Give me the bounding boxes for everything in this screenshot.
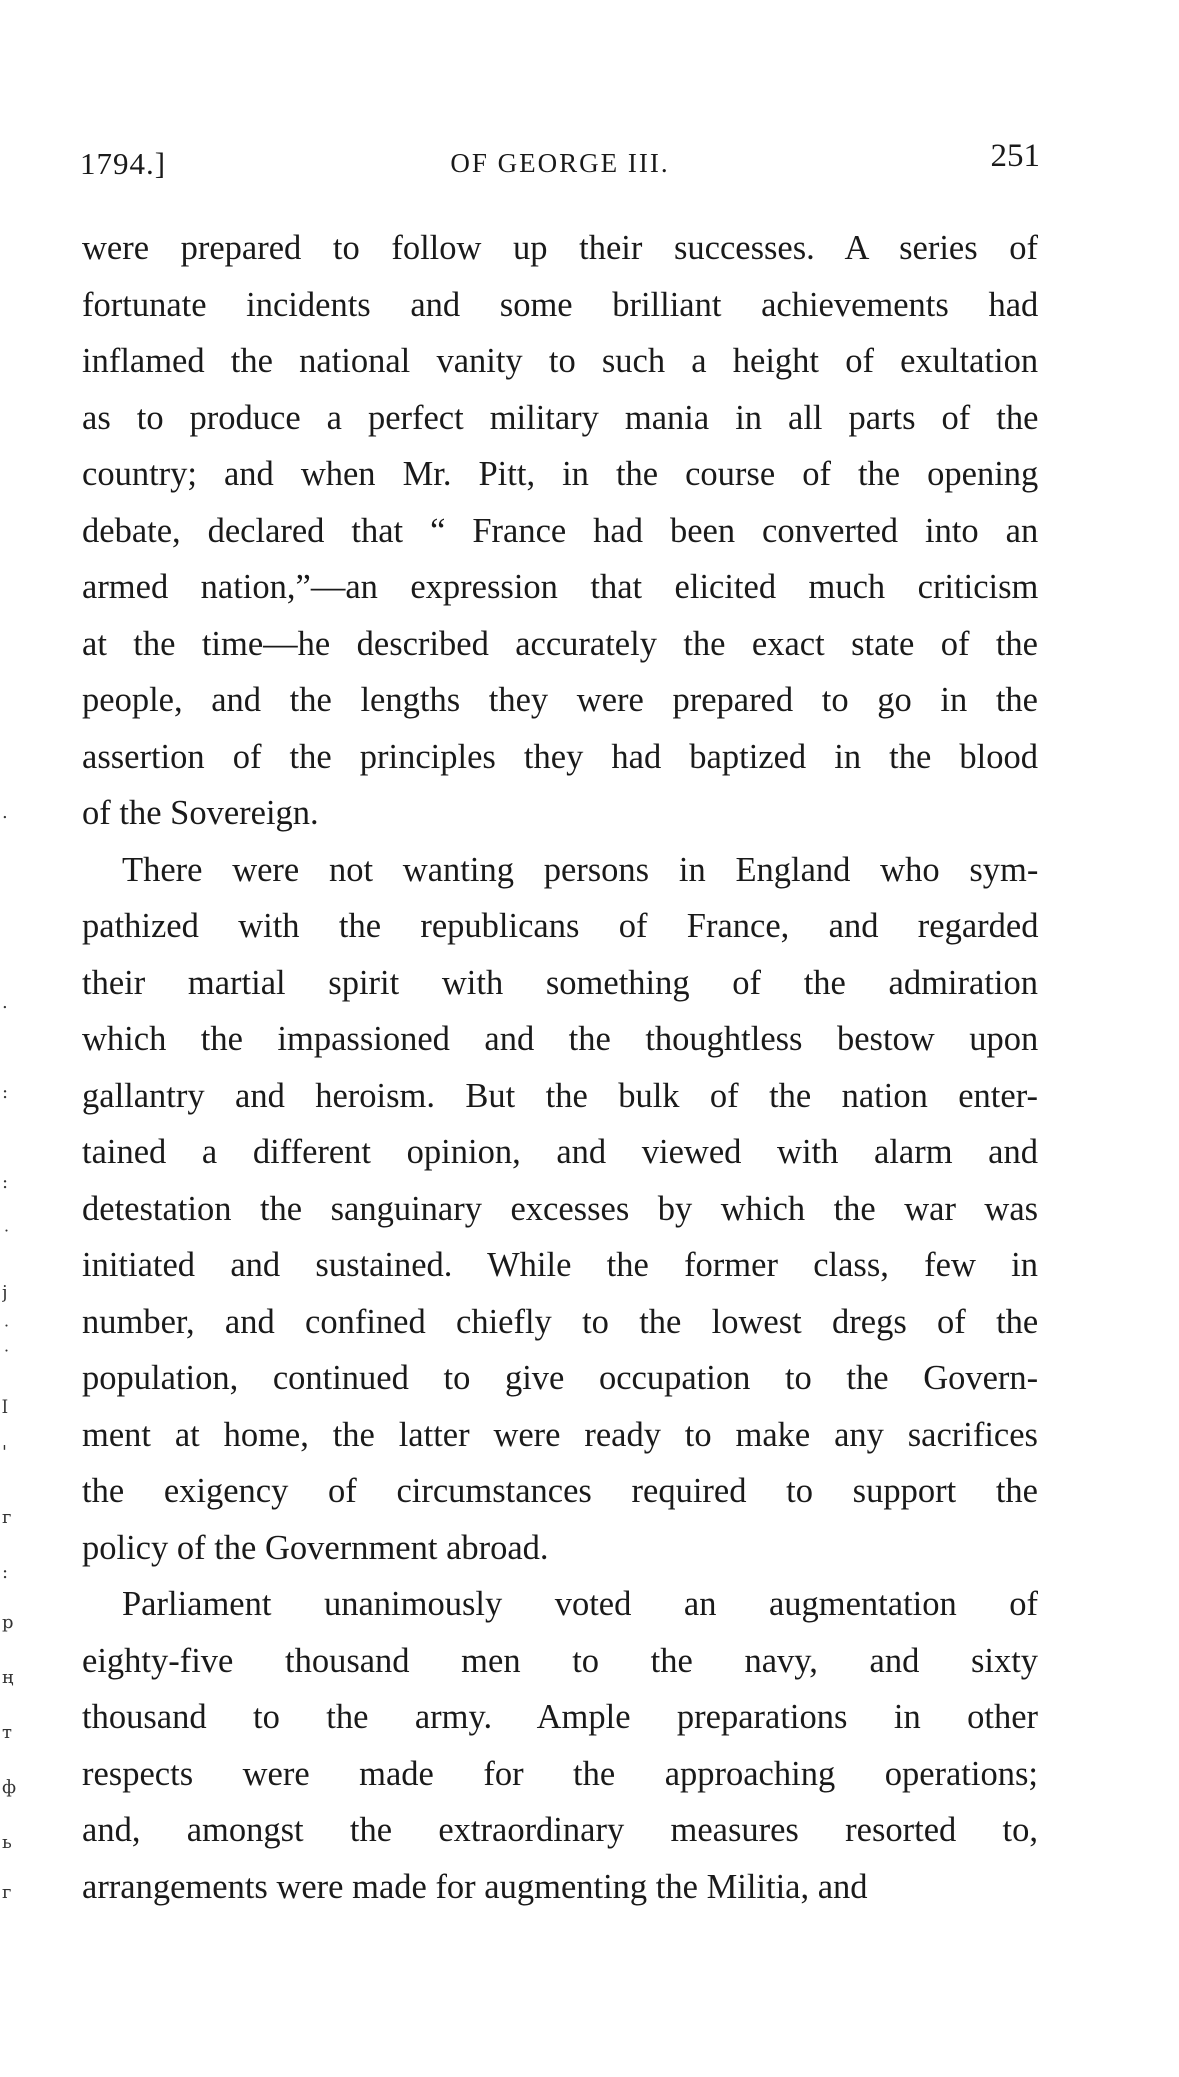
text-line: as to produce a perfect military mania in all parts of the — [82, 398, 1039, 437]
text-line: initiated and sustained. While the former class, few in — [82, 1246, 1038, 1284]
paragraph — [82, 220, 1038, 842]
text-line: fortunate incidents and some brilliant achievements had — [82, 285, 1039, 324]
text-line: their martial spirit with something of the admiration — [82, 963, 1038, 1002]
margin-mark: . — [2, 992, 8, 1013]
text-line: Parliament unanimously voted an augmentation of — [122, 1585, 1038, 1623]
text-line: of the Sovereign. — [82, 794, 319, 832]
text-line: inflamed the national vanity to such a height of exultation — [82, 342, 1039, 380]
margin-mark: ң — [2, 1667, 14, 1688]
margin-mark: ӏ — [2, 1397, 8, 1418]
running-header — [80, 138, 1040, 188]
text-line: the exigency of circumstances required to support the — [82, 1472, 1038, 1510]
text-line: gallantry and heroism. But the bulk of the nation enter- — [82, 1076, 1038, 1115]
text-line: armed nation,”—an expression that elicited much criticism — [82, 568, 1039, 606]
margin-mark: ˙ — [2, 1347, 11, 1368]
margin-mark: : — [2, 1562, 9, 1583]
margin-mark: : — [2, 1172, 9, 1193]
text-line: people, and the lengths they were prepared to go in the — [82, 681, 1038, 719]
margin-mark: ˙ — [2, 1322, 11, 1343]
text-line: country; and when Mr. Pitt, in the course of the opening — [82, 455, 1039, 493]
margin-mark: ф — [2, 1777, 17, 1798]
text-line: number, and confined chiefly to the lowest dregs of the — [82, 1302, 1039, 1341]
text-line: pathized with the republicans of France, and regarded — [82, 907, 1039, 945]
text-line: and, amongst the extraordinary measures resorted to, — [82, 1811, 1039, 1849]
margin-mark: ˙ — [2, 1227, 11, 1248]
left-margin-bleed-through — [0, 0, 30, 2077]
header-year: 1794.] — [80, 146, 167, 181]
margin-mark: ' — [2, 1442, 7, 1463]
paragraph — [82, 1576, 1038, 1915]
margin-mark: . — [2, 802, 8, 823]
margin-mark: г — [2, 1882, 12, 1903]
margin-mark: р — [2, 1612, 14, 1633]
header-page-number: 251 — [990, 138, 1040, 174]
text-line: at the time—he described accurately the exact state of the — [82, 624, 1038, 663]
text-line: detestation the sanguinary excesses by which the war was — [82, 1189, 1039, 1228]
text-line: ment at home, the latter were ready to make any sacrifices — [82, 1415, 1038, 1454]
text-line: which the impassioned and the thoughtless bestow upon — [82, 1020, 1039, 1058]
margin-mark: г — [2, 1507, 12, 1528]
text-line: respects were made for the approaching operations; — [82, 1754, 1038, 1793]
text-line: debate, declared that “ France had been converted into an — [82, 511, 1039, 550]
text-line: There were not wanting persons in England who sym- — [122, 850, 1039, 889]
header-running-title: OF GEORGE III. — [450, 148, 670, 178]
margin-mark: ј — [2, 1282, 8, 1303]
margin-mark: ь — [2, 1832, 12, 1853]
text-line: arrangements were made for augmenting the Militia, and — [82, 1867, 868, 1906]
paragraph — [82, 842, 1038, 1577]
text-line: tained a different opinion, and viewed with alarm and — [82, 1133, 1038, 1171]
text-line: thousand to the army. Ample preparations in other — [82, 1698, 1038, 1736]
text-line: eighty-five thousand men to the navy, and sixty — [82, 1641, 1039, 1680]
body-text — [82, 220, 1038, 1915]
text-line: population, continued to give occupation to the Govern- — [82, 1359, 1039, 1397]
text-line: policy of the Government abroad. — [82, 1528, 549, 1567]
margin-mark: : — [2, 1082, 9, 1103]
text-line: were prepared to follow up their successes. A series of — [82, 229, 1038, 267]
text-line: assertion of the principles they had baptized in the blood — [82, 737, 1038, 776]
margin-mark: т — [2, 1722, 12, 1743]
